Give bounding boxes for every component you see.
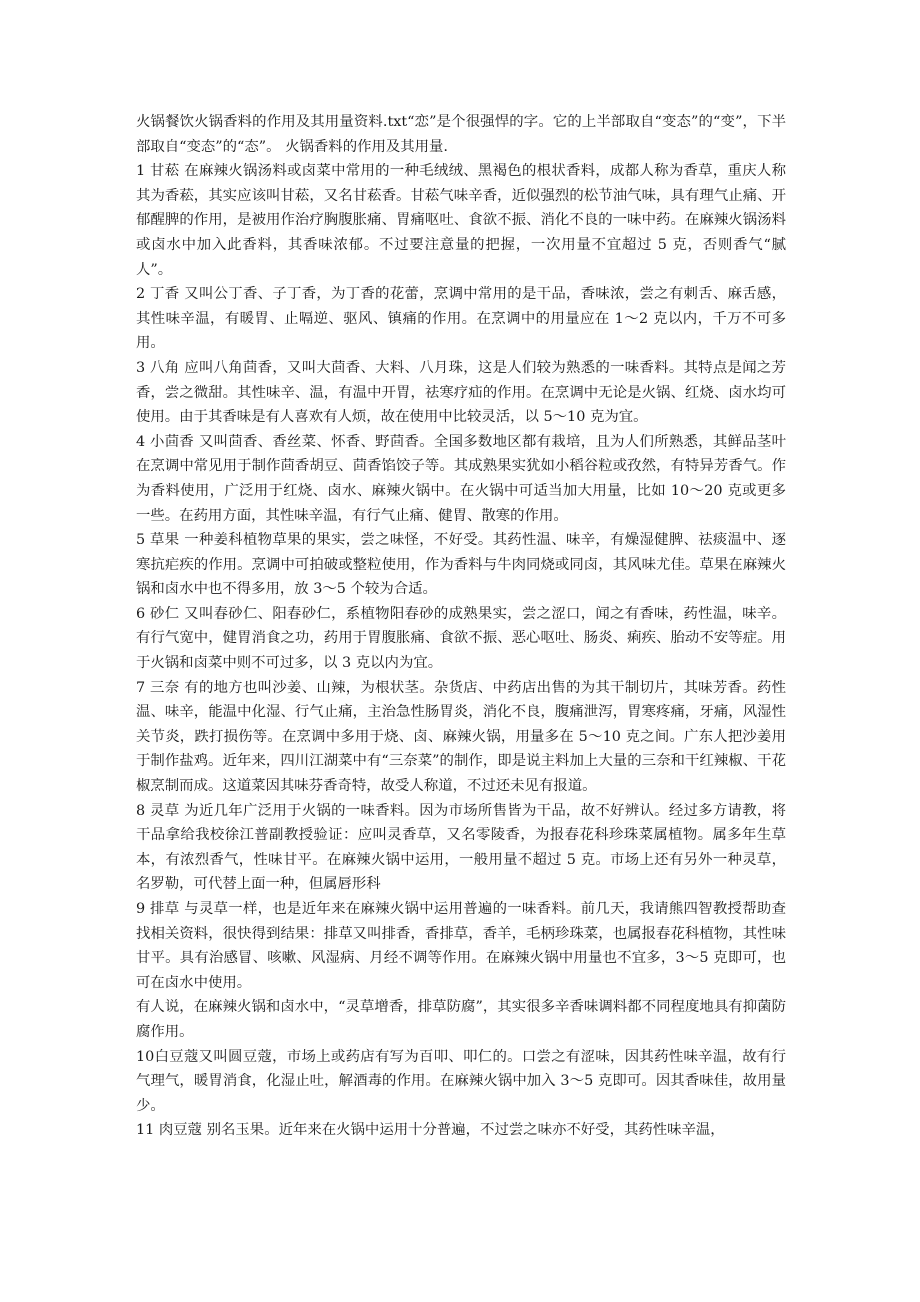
paragraph-sharen: 6 砂仁 又叫春砂仁、阳春砂仁，系植物阳春砂的成熟果实，尝之涩口，闻之有香味，药性温，味辛。有行气宽中，健胃消食之功，药用于胃腹胀痛、食欲不振、恶心呕吐、肠炎、痢疾、胎动不安等症。用于火锅和卤菜中则不可过多，以 3 克以内为宜。	[136, 605, 786, 672]
paragraph-caoguo: 5 草果 一种姜科植物草果的果实，尝之味怪，不好受。其药性温、味辛，有燥湿健脾、祛痰温中、逐寒抗疟疾的作用。烹调中可拍破或整粒使用，作为香料与牛肉同烧或同卤，其风味尤佳。草果在麻辣火锅和卤水中也不得多用，放 3～5 个较为合适。	[136, 532, 786, 598]
paragraph-gansong: 1 甘菘 在麻辣火锅汤料或卤菜中常用的一种毛绒绒、黑褐色的根状香料，成都人称为香草，重庆人称其为香菘，其实应该叫甘菘，又名甘菘香。甘菘气味辛香，近似强烈的松节油气味，具有理气止痛、开郁醒脾的作用，是被用作治疗胸腹胀痛、胃痛呕吐、食欲不振、消化不良的一味中药。在麻辣火锅汤料或卤水中加入此香料，其香味浓郁。不过要注意量的把握，一次用量不宜超过 5 克，否则香气“腻人”。	[136, 163, 786, 278]
paragraph-sannai: 7 三奈 有的地方也叫沙姜、山辣，为根状茎。杂货店、中药店出售的为其干制切片，其味芳香。药性温、味辛，能温中化湿、行气止痛，主治急性肠胃炎，消化不良，腹痛泄泻，胃寒疼痛，牙痛，风湿性关节炎，跌打损伤等。在烹调中多用于烧、卤、麻辣火锅，用量多在 5～10 克之间。广东人把沙姜用于制作盐鸡。近年来，四川江湖菜中有“三奈菜”的制作，即是说主料加上大量的三奈和干红辣椒、干花椒烹制而成。这道菜因其味芬香奇特，故受人称道，不过还未见有报道。	[136, 679, 786, 795]
intro-paragraph: 火锅餐饮火锅香料的作用及其用量资料.txt“恋”是个很强悍的字。它的上半部取自“变态”的“变”，下半部取自“变态”的“态”。 火锅香料的作用及其用量.	[136, 114, 786, 155]
paragraph-paicao: 9 排草 与灵草一样，也是近年来在麻辣火锅中运用普遍的一味香料。前几天，我请熊四智教授帮助查找相关资料，很快得到结果：排草又叫排香，香排草，香羊，毛柄珍珠菜，也属报春花科植物，其性味甘平。具有治感冒、咳嗽、风湿病、月经不调等作用。在麻辣火锅中用量也不宜多，3～5 克即可，也可在卤水中使用。	[136, 901, 786, 991]
paragraph-note: 有人说，在麻辣火锅和卤水中，“灵草增香，排草防腐”，其实很多辛香味调料都不同程度地具有抑菌防腐作用。	[136, 999, 786, 1040]
paragraph-bajiao: 3 八角 应叫八角茴香，又叫大茴香、大料、八月珠，这是人们较为熟悉的一味香料。其特点是闻之芳香，尝之微甜。其性味辛、温，有温中开胃，祛寒疗疝的作用。在烹调中无论是火锅、红烧、卤水均可使用。由于其香味是有人喜欢有人烦，故在使用中比较灵活，以 5～10 克为宜。	[136, 359, 786, 426]
document-body	[136, 110, 786, 1143]
paragraph-roudoukou: 11 肉豆蔻 别名玉果。近年来在火锅中运用十分普遍，不过尝之味亦不好受，其药性味辛温，	[136, 1122, 725, 1139]
paragraph-xiaohuixiang: 4 小茴香 又叫茴香、香丝菜、怀香、野茴香。全国多数地区都有栽培，且为人们所熟悉，其鲜品茎叶在烹调中常见用于制作茴香胡豆、茴香馅饺子等。其成熟果实犹如小稻谷粒或孜然，有特异芳香气。作为香料使用，广泛用于红烧、卤水、麻辣火锅中。在火锅中可适当加大用量，比如 10～20 克或更多一些。在药用方面，其性味辛温，有行气止痛、健胃、散寒的作用。	[136, 433, 786, 524]
paragraph-baidoukou: 10白豆蔻又叫圆豆蔻，市场上或药店有写为百叩、叩仁的。口尝之有涩味，因其药性味辛温，故有行气理气，暖胃消食，化湿止吐，解酒毒的作用。在麻辣火锅中加入 3～5 克即可。因其香味佳，故用量少。	[136, 1048, 786, 1114]
paragraph-dingxiang: 2 丁香 又叫公丁香、子丁香，为丁香的花蕾，烹调中常用的是干品，香味浓，尝之有刺舌、麻舌感，其性味辛温，有暖胃、止嗝逆、驱风、镇痛的作用。在烹调中的用量应在 1～2 克以内，千万不可多用。	[136, 286, 786, 352]
paragraph-lingcao: 8 灵草 为近几年广泛用于火锅的一味香料。因为市场所售皆为干品，故不好辨认。经过多方请教，将干品拿给我校徐江普副教授验证：应叫灵香草，又名零陵香，为报春花科珍珠菜属植物。属多年生草本，有浓烈香气，性味甘平。在麻辣火锅中运用，一般用量不超过 5 克。市场上还有另外一种灵草，名罗勒，可代替上面一种，但属唇形科	[136, 802, 786, 893]
